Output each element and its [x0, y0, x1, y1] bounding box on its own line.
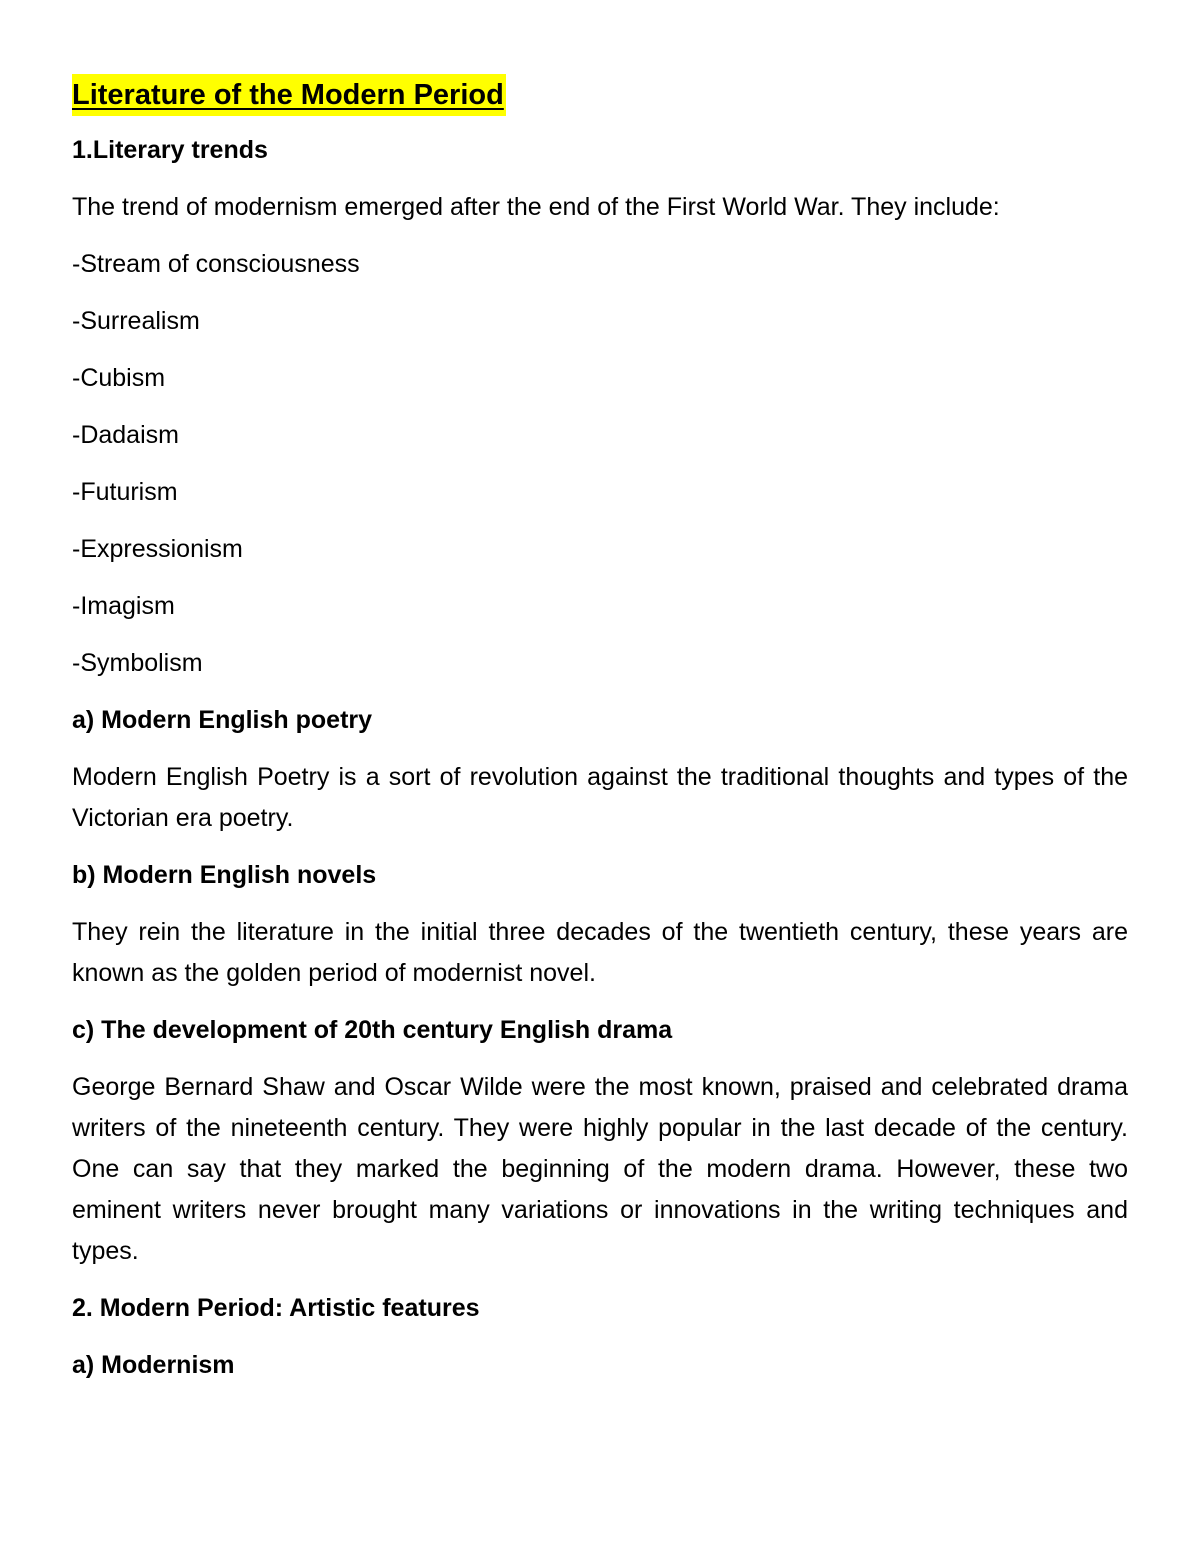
list-item: -Cubism [72, 364, 166, 392]
list-item: -Dadaism [72, 421, 179, 449]
section-heading-literary-trends: 1.Literary trends [72, 136, 268, 164]
intro-paragraph: The trend of modernism emerged after the end of the First World War. They include: [72, 193, 1000, 221]
poetry-paragraph: Modern English Poetry is a sort of revolution against the traditional thoughts and types of the Victorian era poetry. [72, 763, 1128, 832]
section-heading-artistic-features: 2. Modern Period: Artistic features [72, 1294, 480, 1322]
list-item: -Futurism [72, 478, 178, 506]
subheading-modernism: a) Modernism [72, 1351, 235, 1379]
title-wrapper [72, 74, 1128, 130]
subheading-novels: b) Modern English novels [72, 861, 377, 889]
list-item: -Imagism [72, 592, 175, 620]
subheading-poetry: a) Modern English poetry [72, 706, 373, 734]
list-item: -Stream of consciousness [72, 250, 360, 278]
list-item: -Expressionism [72, 535, 243, 563]
novels-paragraph: They rein the literature in the initial three decades of the twentieth century, these years are known as the golden period of modernist novel. [72, 918, 1128, 987]
trends-list [72, 244, 1128, 684]
subheading-drama: c) The development of 20th century English drama [72, 1016, 673, 1044]
drama-paragraph: George Bernard Shaw and Oscar Wilde were the most known, praised and celebrated drama writers of the nineteenth century. They were highly popular in the last decade of the century. One can say that they marked the beginning of the modern drama. However, these two eminent writers never brought many variations or innovations in the writing techniques and types. [72, 1073, 1128, 1265]
list-item: -Symbolism [72, 649, 203, 677]
list-item: -Surrealism [72, 307, 200, 335]
document-title: Literature of the Modern Period [72, 74, 506, 116]
